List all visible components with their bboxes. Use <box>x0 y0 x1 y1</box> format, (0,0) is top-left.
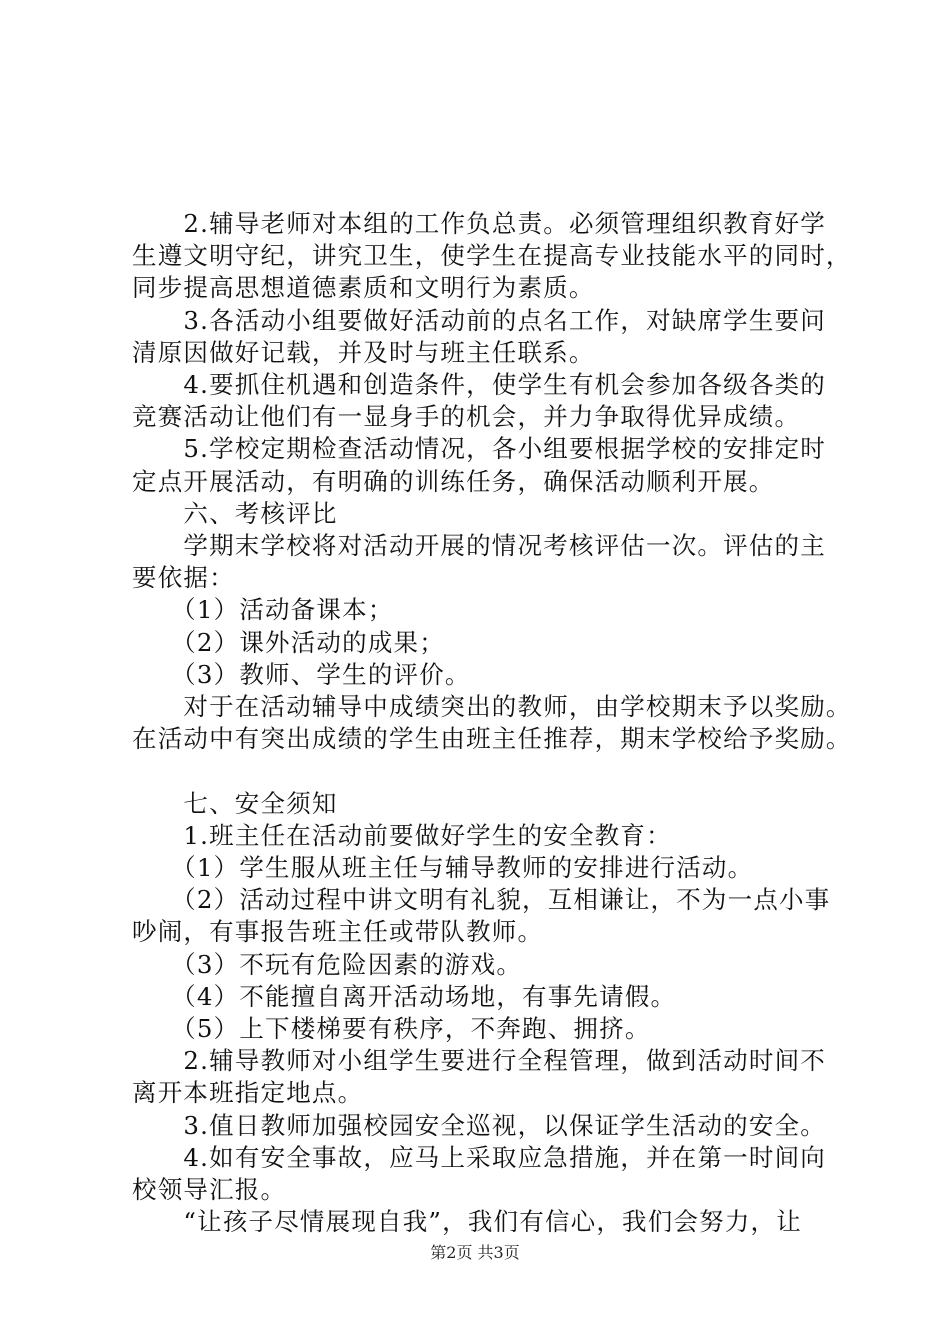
text-line: 六、考核评比 <box>132 498 338 528</box>
text-line: （3）教师、学生的评价。 <box>132 659 471 689</box>
text-line: 1.班主任在活动前要做好学生的安全教育： <box>132 820 672 850</box>
text-line: 学期末学校将对活动开展的情况考核评估一次。评估的主 <box>132 531 826 560</box>
text-line: 吵闹，有事报告班主任或带队教师。 <box>132 917 544 947</box>
text-line: （1）活动备课本； <box>132 595 394 625</box>
text-line: 七、安全须知 <box>132 788 338 818</box>
page-footer: 第2页 共3页 <box>430 1243 520 1262</box>
text-line: 5.学校定期检查活动情况，各小组要根据学校的安排定时 <box>132 434 826 464</box>
text-line: 对于在活动辅导中成绩突出的教师，由学校期末予以奖励。 <box>132 692 852 721</box>
text-line: 4.如有安全事故，应马上采取应急措施，并在第一时间向 <box>132 1142 826 1172</box>
text-line: 竞赛活动让他们有一显身手的机会，并力争取得优异成绩。 <box>132 402 801 432</box>
text-line: （3）不玩有危险因素的游戏。 <box>132 949 523 979</box>
text-line: 2.辅导老师对本组的工作负总责。必须管理组织教育好学 <box>132 209 826 238</box>
blank-line <box>132 755 832 787</box>
text-line: （2）活动过程中讲文明有礼貌，互相谦让，不为一点小事 <box>132 885 831 915</box>
text-line: 定点开展活动，有明确的训练任务，确保活动顺利开展。 <box>132 466 775 496</box>
text-line: 校领导汇报。 <box>132 1175 287 1204</box>
text-line: （5）上下楼梯要有秩序，不奔跑、拥挤。 <box>132 1014 651 1043</box>
text-line: 在活动中有突出成绩的学生由班主任推荐，期末学校给予奖励。 <box>132 724 852 754</box>
text-line: （2）课外活动的成果； <box>132 627 445 657</box>
text-line: 3.值日教师加强校园安全巡视，以保证学生活动的安全。 <box>132 1110 826 1140</box>
text-line: “让孩子尽情展现自我”，我们有信心，我们会努力，让 <box>132 1207 802 1237</box>
text-line: 4.要抓住机遇和创造条件，使学生有机会参加各级各类的 <box>132 370 826 399</box>
text-line: 同步提高思想道德素质和文明行为素质。 <box>132 273 595 303</box>
text-line: 要依据： <box>132 563 235 593</box>
text-line: 3.各活动小组要做好活动前的点名工作，对缺席学生要问 <box>132 305 826 335</box>
text-line: （4）不能擅自离开活动场地，有事先请假。 <box>132 981 677 1011</box>
text-line: 离开本班指定地点。 <box>132 1078 364 1108</box>
text-line: （1）学生服从班主任与辅导教师的安排进行活动。 <box>132 853 754 882</box>
text-line: 生遵文明守纪，讲究卫生，使学生在提高专业技能水平的同时， <box>132 241 852 271</box>
text-line: 2.辅导教师对小组学生要进行全程管理，做到活动时间不 <box>132 1046 826 1076</box>
text-line: 清原因做好记载，并及时与班主任联系。 <box>132 337 595 367</box>
